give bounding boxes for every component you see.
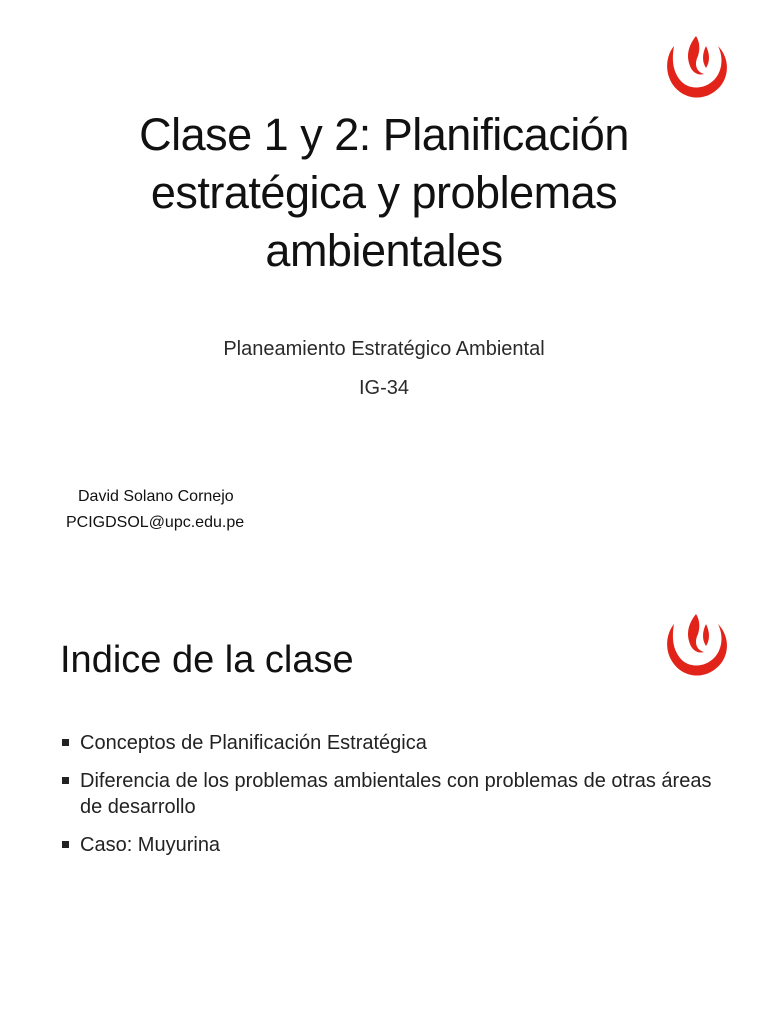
course-code: IG-34 xyxy=(358,377,410,399)
index-slide xyxy=(0,580,768,1024)
course-name: Planeamiento Estratégico Ambiental xyxy=(223,338,545,360)
list-item-text: Diferencia de los problemas ambientales con problemas de otras áreas de desarrollo xyxy=(80,770,712,818)
upc-logo-icon xyxy=(660,32,732,104)
author-email: PCIGDSOL@upc.edu.pe xyxy=(66,514,245,531)
list-item-text: Caso: Muyurina xyxy=(80,834,221,856)
upc-logo-icon xyxy=(660,610,732,682)
square-bullet-icon xyxy=(62,841,69,848)
title-line: Clase 1 y 2: Planificación xyxy=(139,109,629,160)
author-name: David Solano Cornejo xyxy=(78,488,234,505)
title-line: ambientales xyxy=(265,225,503,276)
list-item xyxy=(60,768,720,820)
list-item xyxy=(60,730,720,756)
list-item-text: Conceptos de Planificación Estratégica xyxy=(80,732,427,754)
title-line: estratégica y problemas xyxy=(150,167,618,218)
square-bullet-icon xyxy=(62,777,69,784)
slide-heading: Indice de la clase xyxy=(60,639,354,681)
slide-title xyxy=(60,106,708,280)
bullet-list xyxy=(60,730,720,870)
square-bullet-icon xyxy=(62,739,69,746)
list-item xyxy=(60,832,720,858)
author-block xyxy=(66,484,244,536)
